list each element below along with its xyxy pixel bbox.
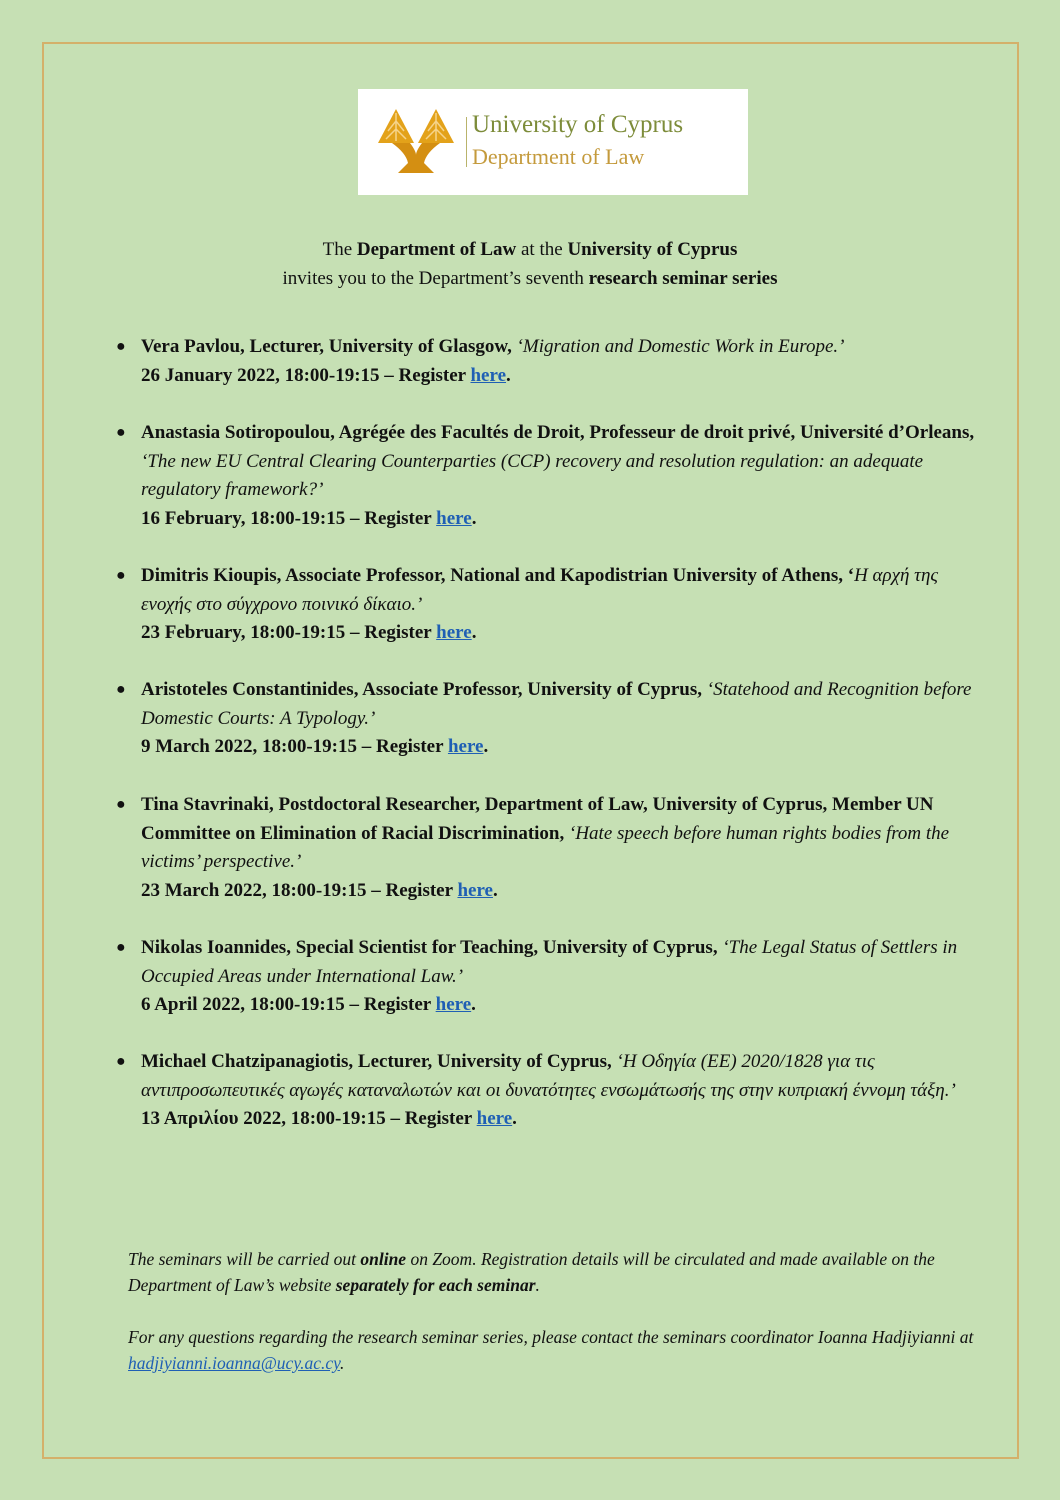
seminar-item bbox=[116, 676, 986, 762]
intro-line-1 bbox=[0, 239, 1060, 261]
seminar-speaker: Michael Chatzipanagiotis, Lecturer, University of Cyprus, bbox=[141, 1051, 617, 1072]
seminar-item bbox=[116, 791, 986, 905]
register-link[interactable]: here bbox=[436, 622, 472, 643]
note-text: on Zoom. Registration details will be circulated and made available on the Department of Law’s website bbox=[128, 1249, 935, 1295]
note-text: . bbox=[535, 1275, 540, 1295]
register-link[interactable]: here bbox=[447, 736, 484, 757]
seminar-date: 23 March 2022, 18:00-19:15 – Register here. bbox=[141, 879, 498, 901]
online-note bbox=[128, 1246, 988, 1298]
bullet-icon: ● bbox=[116, 681, 126, 698]
seminar-date-text: 6 April 2022, 18:00-19:15 – Register bbox=[141, 994, 436, 1015]
bullet-icon: ● bbox=[116, 939, 126, 956]
seminar-item bbox=[116, 419, 986, 533]
seminar-date-text: 9 March 2022, 18:00-19:15 – Register bbox=[141, 736, 448, 757]
seminar-title: ‘Migration and Domestic Work in Europe.’ bbox=[511, 336, 845, 357]
intro-line-2 bbox=[0, 268, 1060, 290]
note-text: The seminars will be carried out bbox=[128, 1249, 361, 1269]
seminar-date: 26 January 2022, 18:00-19:15 – Register here. bbox=[141, 364, 511, 386]
seminar-date-text: 23 February, 18:00-19:15 – Register bbox=[141, 622, 437, 643]
logo-divider bbox=[466, 117, 467, 167]
seminar-date-text: 23 March 2022, 18:00-19:15 – Register bbox=[141, 879, 458, 901]
contact-note bbox=[128, 1324, 988, 1376]
seminar-title: ‘Statehood and Recognition before Domestic Courts: A Typology.’ bbox=[141, 679, 972, 729]
seminar-speaker: Nikolas Ioannides, Special Scientist for Teaching, University of Cyprus, bbox=[141, 937, 718, 958]
seminar-date: 13 Απριλίου 2022, 18:00-19:15 – Register here. bbox=[141, 1108, 517, 1129]
seminar-speaker: Vera Pavlou, Lecturer, University of Glasgow, bbox=[141, 336, 512, 357]
seminar-title: ‘The new EU Central Clearing Counterparties (CCP) recovery and resolution regulation: an adequate regulatory framework?’ bbox=[141, 450, 924, 500]
register-link[interactable]: here bbox=[435, 994, 472, 1015]
note-online: online bbox=[360, 1249, 407, 1269]
intro-department: Department of Law bbox=[356, 239, 517, 260]
seminar-item bbox=[116, 1048, 986, 1134]
bullet-icon: ● bbox=[116, 567, 126, 584]
intro-university: University of Cyprus bbox=[567, 239, 738, 260]
seminar-speaker: Tina Stavrinaki, Postdoctoral Researcher, Department of Law, University of Cyprus, Member UN Committee on Elimination of Racial Discrimination, bbox=[141, 794, 934, 844]
seminar-item bbox=[116, 333, 986, 390]
seminar-date: 6 April 2022, 18:00-19:15 – Register here. bbox=[141, 994, 476, 1015]
seminar-item bbox=[116, 934, 986, 1020]
seminar-speaker: Anastasia Sotiropoulou, Agrégée des Facultés de Droit, Professeur de droit privé, Université d’Orleans, bbox=[141, 422, 975, 443]
bullet-icon: ● bbox=[116, 424, 126, 441]
contact-email-link[interactable]: hadjiyianni.ioanna@ucy.ac.cy bbox=[128, 1353, 340, 1373]
register-link[interactable]: here bbox=[476, 1108, 513, 1129]
bullet-icon: ● bbox=[116, 1053, 126, 1070]
seminar-title: ‘The Legal Status of Settlers in Occupied Areas under International Law.’ bbox=[141, 937, 958, 987]
register-link[interactable]: here bbox=[436, 507, 472, 529]
note-separately: separately for each seminar bbox=[335, 1275, 536, 1295]
seminar-title: Η αρχή της ενοχής στο σύγχρονο ποινικό δίκαιο.’ bbox=[141, 565, 939, 615]
seminar-date: 16 February, 18:00-19:15 – Register here. bbox=[141, 507, 477, 529]
cypress-tree-icon bbox=[374, 105, 458, 175]
seminar-title: ‘Η Οδηγία (ΕΕ) 2020/1828 για τις αντιπροσωπευτικές αγωγές καταναλωτών και οι δυνατότητες ενσωμάτωσής της στην κυπριακή έννομη τάξη.’ bbox=[141, 1051, 956, 1101]
bullet-icon: ● bbox=[116, 338, 126, 355]
seminar-date: 23 February, 18:00-19:15 – Register here. bbox=[141, 622, 477, 643]
seminar-title: ‘Hate speech before human rights bodies from the victims’ perspective.’ bbox=[141, 822, 950, 872]
seminar-date-text: 13 Απριλίου 2022, 18:00-19:15 – Register bbox=[141, 1108, 477, 1129]
university-logo bbox=[358, 89, 748, 195]
intro-series: research seminar series bbox=[588, 268, 778, 289]
bullet-icon: ● bbox=[116, 796, 126, 813]
intro-text: The bbox=[322, 239, 357, 260]
register-link[interactable]: here bbox=[457, 879, 493, 901]
seminar-date-text: 26 January 2022, 18:00-19:15 – Register bbox=[141, 364, 471, 386]
seminar-speaker: Aristoteles Constantinides, Associate Professor, University of Cyprus, bbox=[141, 679, 707, 700]
intro-text: invites you to the Department’s seventh bbox=[282, 268, 589, 289]
logo-department-name: Department of Law bbox=[472, 144, 645, 169]
contact-text: . bbox=[339, 1353, 345, 1373]
register-link[interactable]: here bbox=[470, 364, 507, 386]
seminar-date-text: 16 February, 18:00-19:15 – Register bbox=[141, 507, 437, 529]
seminar-speaker: Dimitris Kioupis, Associate Professor, National and Kapodistrian University of Athens, ‘ bbox=[141, 565, 855, 586]
seminar-item bbox=[116, 562, 986, 648]
seminar-date: 9 March 2022, 18:00-19:15 – Register here. bbox=[141, 736, 489, 757]
intro-text: at the bbox=[516, 239, 568, 260]
logo-university-name: University of Cyprus bbox=[472, 111, 684, 138]
contact-text: For any questions regarding the research seminar series, please contact the seminars coordinator Ioanna Hadjiyianni at bbox=[128, 1327, 974, 1347]
